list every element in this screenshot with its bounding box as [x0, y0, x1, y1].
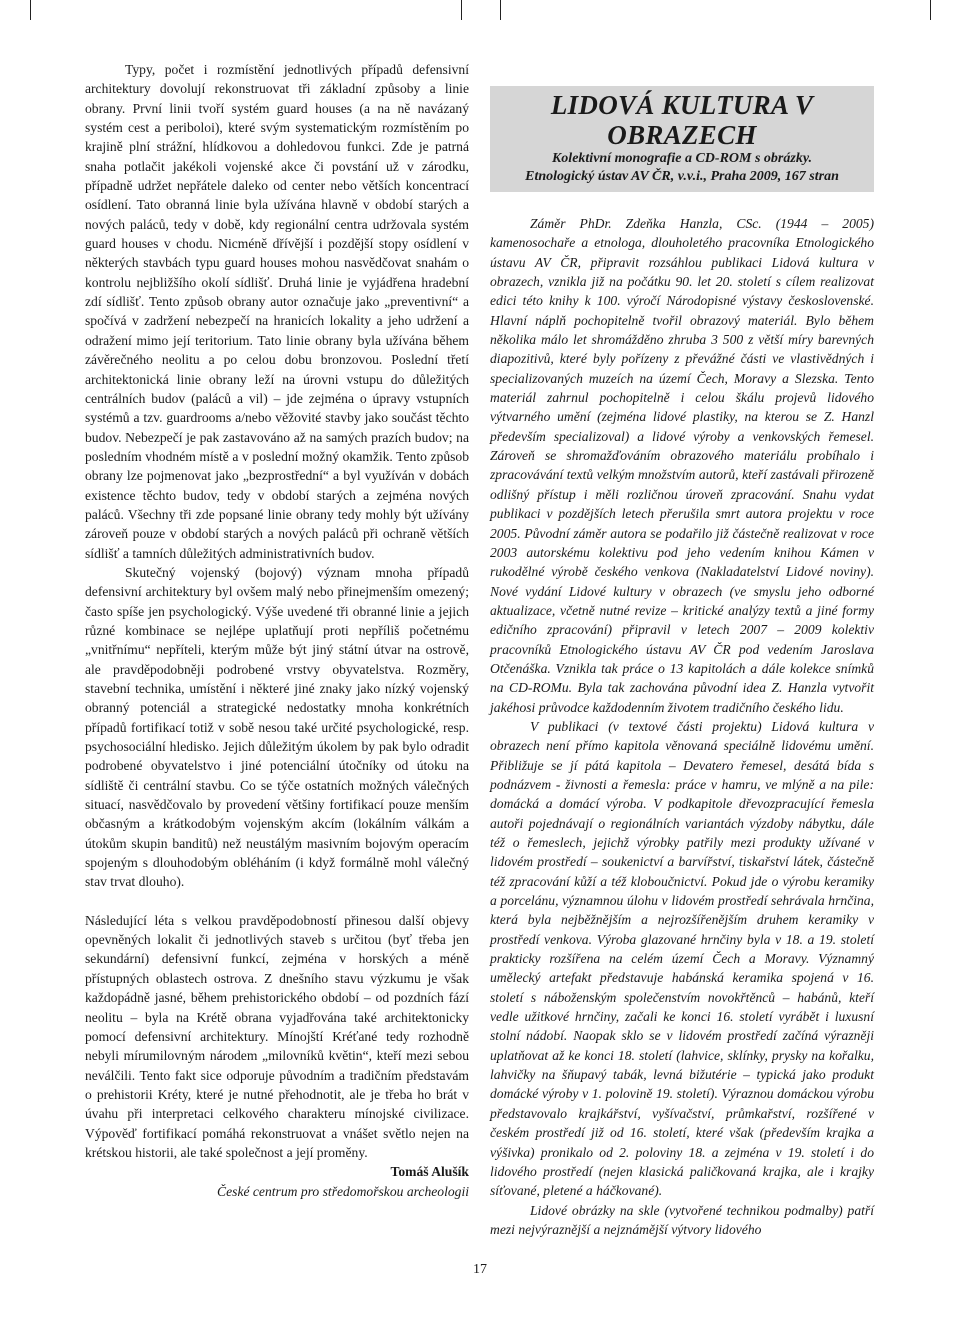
review-subtitle: Kolektivní monografie a CD-ROM s obrázky. — [551, 151, 813, 166]
review-paragraph: Lidové obrázky na skle (vytvořené technikou podmalby) patří mezi nejvýraznější a nejznámější výtvory lidového — [490, 1202, 874, 1237]
crop-mark-right — [930, 0, 931, 20]
review-paragraph: Záměr PhDr. Zdeňka Hanzla, CSc. (1944 – 2005) kamenosochaře a etnologa, dlouholetého pracovníka Etnologického ústavu AV ČR, připravit rozsáhlou publikaci Lidová kultura v obrazech, vznikla již na počátku 90. let 20. století s cílem realizovat edici této knihy k 100. výročí Národopisné výstavy československé. Hlavní náplň pochopitelně tvořil obrazový materiál. Bylo během několika málo let shromážděno zhruba 3 500 z větší míry barevných diapozitivů, které byly pořízeny z převážné části ve vlastivědných i specializovaných muzeích na území Čech, Moravy a Slezska. Tento materiál zahrnul pochopitelně i celou škálu projevů lidového výtvarného umění (zejména lidové plastiky, na kterou se Z. Hanzl především specializoval) a lidové výroby a venkovských řemesel. Zároveň se shromažďováním obrazového materiálu probíhalo i zpracovávání textů velkým množstvím autorů, kteří zastávali přirozeně odlišný přístup i měli rozličnou úroveň zpracování. Snahu vydat publikaci v pozdějších letech přerušila smrt autora projektu v roce 2005. Původní záměr autora se podařilo již částečně realizovat v roce 2003 autorskému kolektivu pod jeho vedením knihou Kámen v rukodělné výrobě českého venkova (Nakladatelství Lidové noviny). Nové vydání Lidové kultury v obrazech (ve smyslu jeho odborné aktualizace, včetně nutné revize – kritické analýzy textů a jiné formy edičního zpracování) připravil v letech 2007 – 2009 kolektiv pracovníků Etnologického ústavu AV ČR pod vedením Jaroslava Otčenáška. Vznikla tak práce o 13 kapitolách a dále kolekce snímků na CD-ROMu. Byla tak zachována původní idea Z. Hanzla vytvořit jakéhosi průvodce každodenním životem tradičního českého lidu. — [490, 216, 874, 715]
page-number: 17 — [473, 1262, 487, 1277]
crop-mark-center-left — [461, 0, 462, 20]
review-header — [490, 86, 874, 192]
review-title: LIDOVÁ KULTURA V OBRAZECH — [550, 90, 814, 150]
body-paragraph: Typy, počet i rozmístění jednotlivých případů defensivní architektury dovolují rekonstruovat tři základní způsoby a linie obrany. První linii tvoří systém guard houses (a na ně navázaný systém cest a periboloi), které svým systematickým rozmístěním po krajině plní strážní, hlídkovou a dohledovou funkci. Zde je patrná snaha potlačit jakékoli vojenské akce či povstání už v zárodku, případně udržet nepřátele daleko od center nebo větších koncentrací osídlení. Tato obranná linie byla užívána hlavně v období starých a nových paláců, tedy v době, kdy regionální centra udržovala systém guard houses v chodu. Nicméně dřívější i pozdější stopy osídlení v některých stavbách typu guard houses mohou nasvědčovat snahám o kontrolu nejbližšího okolí sídlišť. Druhá linie je vyjádřena hradební zdí sídlišť. Tento způsob obrany autor označuje jako „preventivní“ a spočívá v zadržení nebezpečí na hranicích lokality a jeho udržení a odražení mimo její teritorium. Tato linie obrany byla užívána během závěrečného neolitu a po celou dobu bronzovou. Poslední třetí architektonická linie obrany leží na úrovni vstupu do důležitých centrálních budov (paláců a vil) – jde zejména o úpravy vstupních systémů a tzv. guardrooms a/nebo věžovité stavby jako součást těchto budov. Nebezpečí je pak zastavováno až na samých prazích budov; na posledním vhodném místě a v poslední možný okamžik. Tento způsob obrany lze pojmenovat jako „bezprostřední“ a byl využíván v dobách existence těchto budov, tedy v období starých a zejména nových paláců. Všechny tři zde popsané linie obrany tedy mohly být užívány zároveň pouze v období starých a nových paláců při ochraně větších sídlišť a tamních důležitých administrativních budov. — [85, 62, 469, 561]
crop-mark-center-right — [500, 0, 501, 20]
author-institution: České centrum pro středomořskou archeologii — [217, 1183, 469, 1199]
article-left-column — [85, 60, 469, 1201]
review-right-column — [490, 60, 874, 1239]
review-paragraph: V publikaci (v textové části projektu) Lidová kultura v obrazech není přímo kapitola věnovaná speciálně lidovému umění. Přibližuje se jí pátá kapitola – Devatero řemesel, desátá bída s podnázvem - živnosti a řemesla: práce v hamru, ve mlýně a na pile: domácká a domácí výroba. V podkapitole dřevozpracující řemesla autoři pojednávají o regionálních variantách výzdoby nábytku, dále též o řemeslech, jejichž výrobky patřily mezi produkty užívané v lidovém prostředí – soukenictví a barvířství, tiskařství látek, částečně též zpracování kůží a též kloboučnictví. Pokud jde o výrobu keramiky a porcelánu, významnou úlohu v lidovém prostředí sehrávala hrnčina, která byla nejběžnějším a nejrozšířenějším druhem keramiky v prostředí venkova. Výroba glazované hrnčiny byla v 18. a 19. století prakticky rozšířena na celém území Čech a Moravy. Významný umělecký artefakt představuje habánská keramika spojená v 16. století s náboženským společenstvím novokřtěnců – habánů, kteří vedle užitkové hrnčiny, začali ke konci 16. století vyrábět i luxusní stolní nádobí. Naopak sklo se v lidovém prostředí začíná výrazněji uplatňovat až ke konci 18. století (lahvice, sklínky, prysky na kořalku, lahvičky na šňupavý tabák, levná bižutérie – typická jako produkt domácké výroby v 1. polovině 19. století). Výraznou domáckou výrobu představovalo krajkářství, vyšívačství, průmkařství, rozšířené v českém prostředí již od 16. století, které však (především krajka a výšivka) pronikalo od 2. poloviny 18. a zejména v 19. století i do lidového prostředí (nejen klasická paličkovaná krajka, ale i krajky síťované, pletené a háčkované). — [490, 718, 874, 1199]
body-paragraph: Následující léta s velkou pravděpodobností přinesou další objevy opevněných lokalit či jednotlivých staveb s určitou (byť třeba jen sekundární) defensivní funkcí, zejména v horských a méně přístupných oblastech ostrova. Z dnešního stavu výzkumu je však každopádně jasné, během prehistorického období – od pozdních fází neolitu – byla na Krétě obrana vyjadřována také architektonicky pomocí defensivní architektury. Mínojští Kréťané tedy rozhodně nebyli mírumilovným národem „milovníků květin“, kteří mezi sebou neválčili. Tento fakt sice odporuje původním a tradičním představám o prehistorii Kréty, které je nutné přehodnotit, ale je třeba ho brát v úvahu při interpretaci celkového charakteru mínojské civilizace. Výpověď fortifikací pomáhá rekonstruovat a vnášet světlo nejen na krétskou historii, ale také společnost a její proměny. — [85, 912, 469, 1160]
paragraph-gap — [85, 892, 469, 911]
body-paragraph: Skutečný vojenský (bojový) význam mnoha případů defensivní architektury byl ovšem malý nebo přinejmenším omezený; často spíše jen psychologický. Výše uvedené tři obranné linie a jejich různé kombinace se nejlépe uplatňují proti nepříliš početnému „vnitřnímu“ nepříteli, kterým může být jiný státní útvar na ostrově, ale pravděpodobněji podrobené vrstvy obyvatelstva. Rozměry, stavební technika, umístění i některé jiné znaky jako nízký vojenský obranný potenciál a strategické nedostatky mnoha konkrétních případů fortifikací totiž v sobě nesou také určité psychologické, resp. psychosociální hledisko. Jejich důležitým úkolem by pak bylo odradit podrobené obyvatelstvo i jiné potenciální útočníky od útoku na sídliště či centrální stavbu. Co se týče ostatních možných válečných situací, nasvědčovalo by provedení většiny fortifikací pouze menším občasným a krátkodobým vojenským akcím (lokálním válkám a útokům skupin banditů) než neustálým masivním bojovým operacím spojeným s dlouhodobým obléháním (i když formálně mohl válečný stav trvat dlouho). — [85, 564, 469, 890]
review-publisher: Etnologický ústav AV ČR, v.v.i., Praha 2009, 167 stran — [525, 169, 839, 184]
crop-mark-left — [30, 0, 31, 20]
author-name: Tomáš Alušík — [390, 1164, 469, 1180]
